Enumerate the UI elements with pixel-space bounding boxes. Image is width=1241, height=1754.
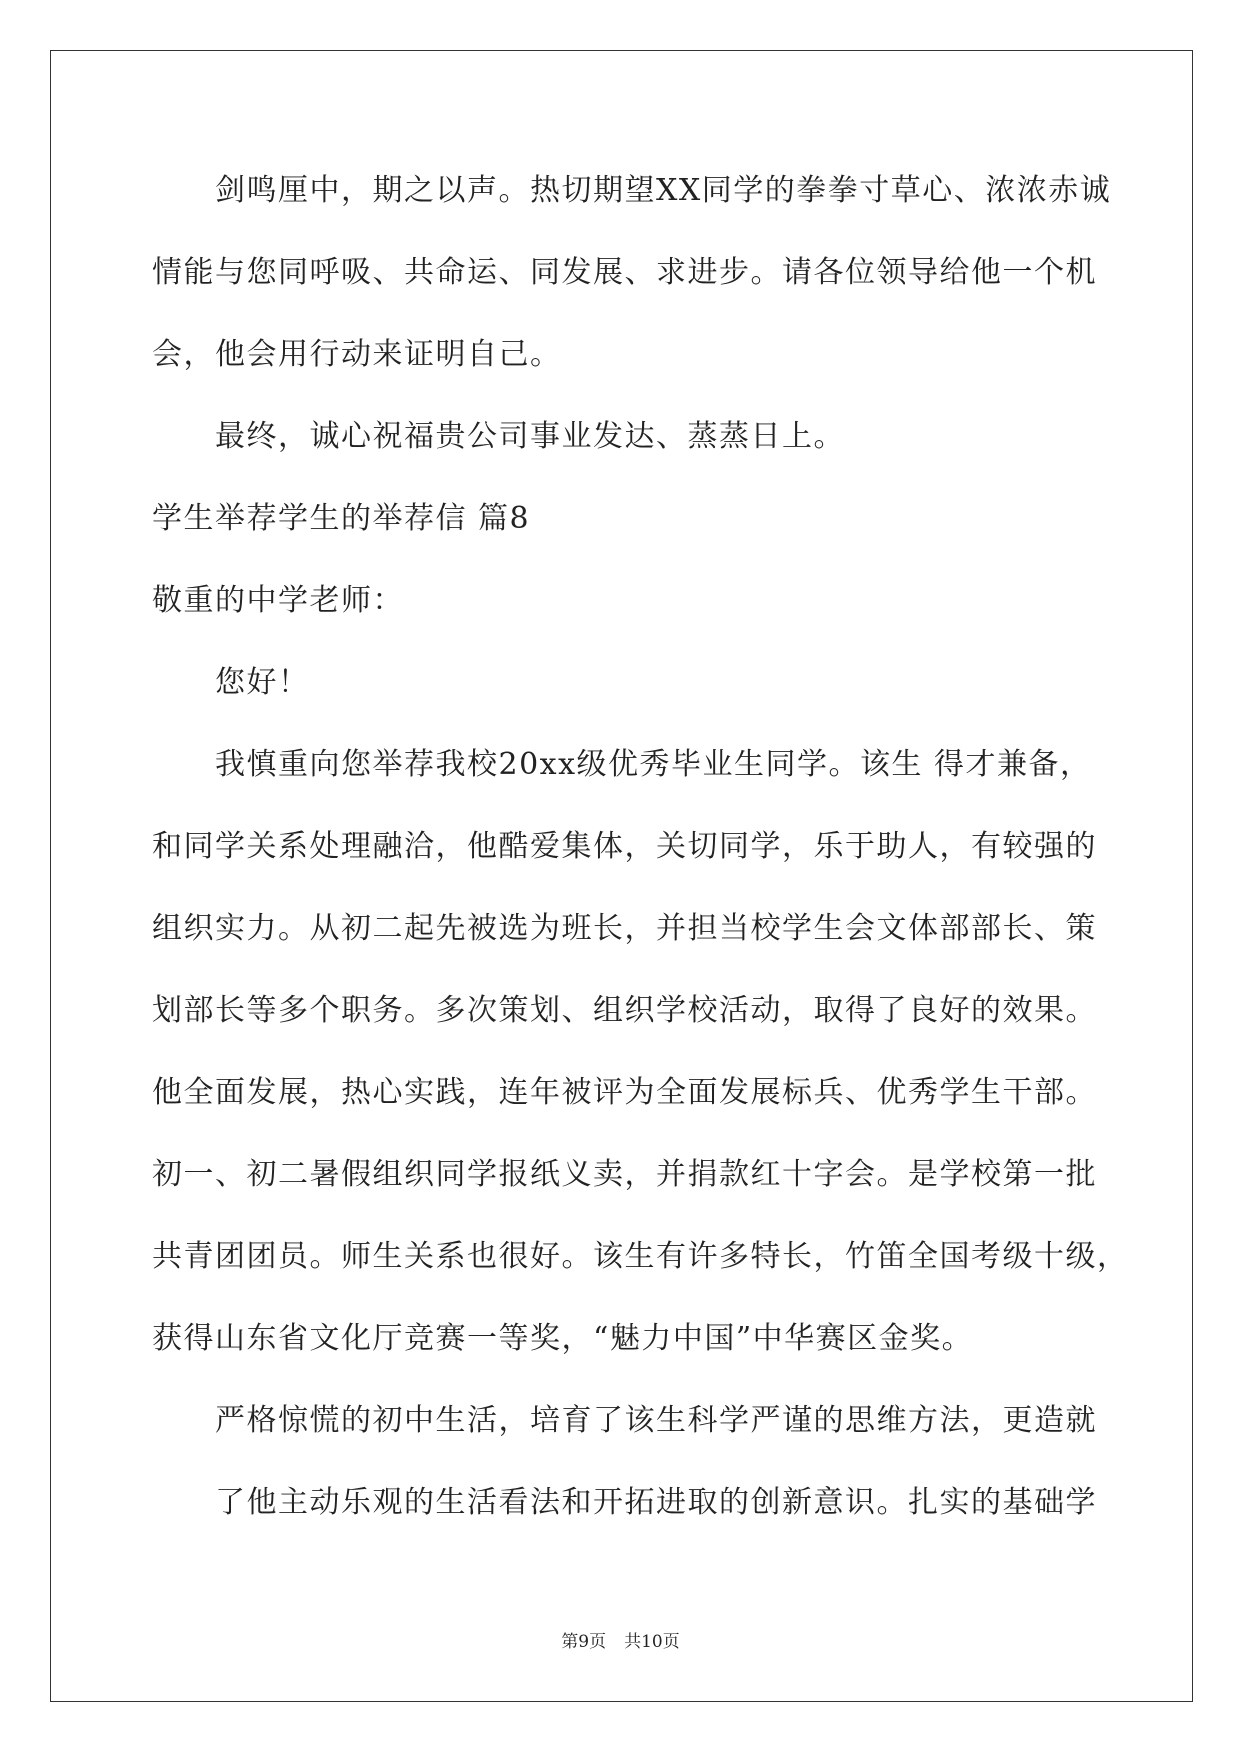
text-line: 我慎重向您举荐我校20xx级优秀毕业生同学。该生 得才兼备， [215, 747, 1092, 782]
page-total: 共10页 [624, 1632, 680, 1652]
text-line: 他全面发展，热心实践，连年被评为全面发展标兵、优秀学生干部。 [152, 1075, 1097, 1110]
text-line: 划部长等多个职务。多次策划、组织学校活动，取得了良好的效果。 [152, 993, 1097, 1028]
text-line: 最终，诚心祝福贵公司事业发达、蒸蒸日上。 [215, 419, 845, 454]
text-line: 初一、初二暑假组织同学报纸义卖，并捐款红十字会。是学校第一批 [152, 1157, 1097, 1192]
text-line: 剑鸣厘中，期之以声。热切期望XX同学的拳拳寸草心、浓浓赤诚 [215, 173, 1112, 208]
text-line: 了他主动乐观的生活看法和开拓进取的创新意识。扎实的基础学 [215, 1485, 1097, 1520]
text-line: 严格惊慌的初中生活，培育了该生科学严谨的思维方法，更造就 [215, 1403, 1097, 1438]
text-line: 组织实力。从初二起先被选为班长，并担当校学生会文体部部长、策 [152, 911, 1097, 946]
greeting: 您好！ [215, 665, 310, 700]
page-footer [0, 1628, 1241, 1656]
salutation: 敬重的中学老师： [152, 583, 404, 618]
text-line: 情能与您同呼吸、共命运、同发展、求进步。请各位领导给他一个机 [152, 255, 1097, 290]
document-body [152, 160, 1129, 1554]
text-line: 获得山东省文化厅竞赛一等奖，“魅力中国”中华赛区金奖。 [152, 1321, 974, 1356]
page-number: 第9页 [561, 1632, 607, 1652]
section-heading: 学生举荐学生的举荐信 篇8 [152, 501, 531, 536]
text-line: 共青团团员。师生关系也很好。该生有许多特长，竹笛全国考级十级， [152, 1239, 1129, 1274]
text-line: 会，他会用行动来证明自己。 [152, 337, 562, 372]
text-line: 和同学关系处理融洽，他酷爱集体，关切同学，乐于助人，有较强的 [152, 829, 1097, 864]
